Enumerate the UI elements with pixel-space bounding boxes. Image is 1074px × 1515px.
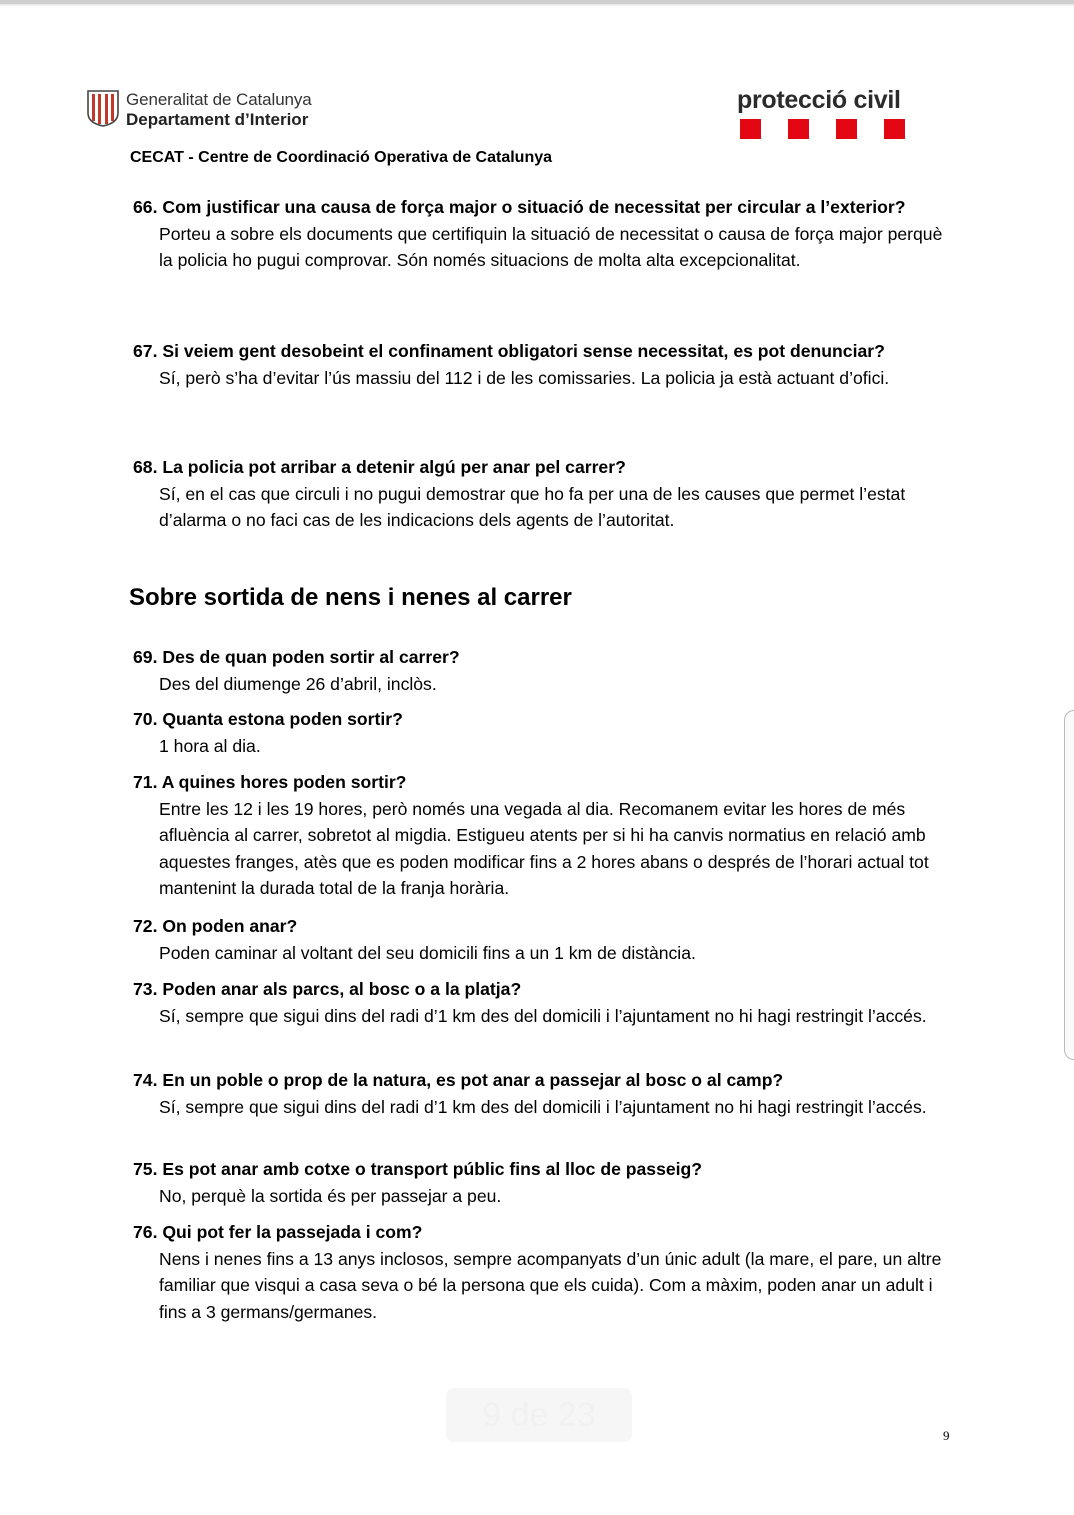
faq-question-text: Qui pot fer la passejada i com? bbox=[162, 1222, 423, 1242]
scrollbar-handle[interactable] bbox=[1064, 710, 1074, 1060]
red-square bbox=[836, 119, 857, 139]
faq-item bbox=[133, 454, 953, 534]
faq-question bbox=[133, 913, 953, 940]
faq-item bbox=[133, 706, 953, 759]
cecat-header: CECAT - Centre de Coordinació Operativa de Catalunya bbox=[130, 149, 553, 166]
faq-item bbox=[133, 194, 953, 274]
red-square bbox=[788, 119, 809, 139]
faq-question-text: Poden anar als parcs, al bosc o a la platja? bbox=[162, 979, 522, 999]
generalitat-emblem-icon bbox=[86, 89, 120, 127]
window-top-shadow bbox=[0, 4, 1074, 7]
faq-answer: Sí, en el cas que circuli i no pugui demostrar que ho fa per una de les causes que permet l’estat d’alarma o no faci cas de les indicacions dels agents de l’autoritat. bbox=[159, 483, 906, 530]
faq-question bbox=[133, 769, 953, 796]
faq-question bbox=[133, 1156, 953, 1183]
faq-item bbox=[133, 976, 953, 1029]
faq-item bbox=[133, 769, 953, 902]
faq-answer: No, perquè la sortida és per passejar a peu. bbox=[159, 1185, 502, 1206]
faq-number: 66. bbox=[133, 197, 158, 217]
page-number: 9 bbox=[943, 1428, 950, 1443]
faq-question-text: En un poble o prop de la natura, es pot anar a passejar al bosc o al camp? bbox=[162, 1070, 784, 1090]
proteccio-civil-squares-icon bbox=[740, 119, 905, 139]
faq-question bbox=[133, 706, 953, 733]
faq-question-text: A quines hores poden sortir? bbox=[161, 772, 407, 792]
red-square bbox=[884, 119, 905, 139]
faq-question-text: Es pot anar amb cotxe o transport públic fins al lloc de passeig? bbox=[162, 1159, 703, 1179]
faq-question bbox=[133, 194, 953, 221]
faq-question-text: Des de quan poden sortir al carrer? bbox=[162, 647, 460, 667]
faq-number: 69. bbox=[133, 647, 158, 667]
faq-answer: Sí, sempre que sigui dins del radi d’1 km des del domicili i l’ajuntament no hi hagi restringit l’accés. bbox=[159, 1005, 927, 1026]
faq-answer: Sí, sempre que sigui dins del radi d’1 km des del domicili i l’ajuntament no hi hagi restringit l’accés. bbox=[159, 1096, 927, 1117]
faq-number: 67. bbox=[133, 341, 158, 361]
faq-question-text: On poden anar? bbox=[162, 916, 298, 936]
faq-answer: Poden caminar al voltant del seu domicili fins a un 1 km de distància. bbox=[159, 942, 696, 963]
faq-number: 74. bbox=[133, 1070, 158, 1090]
generalitat-wordmark bbox=[126, 90, 312, 130]
faq-number: 68. bbox=[133, 457, 158, 477]
faq-question bbox=[133, 338, 953, 365]
generalitat-name: Generalitat de Catalunya bbox=[126, 90, 312, 109]
faq-answer: 1 hora al dia. bbox=[159, 735, 261, 756]
faq-question-text: La policia pot arribar a detenir algú per anar pel carrer? bbox=[162, 457, 626, 477]
faq-question bbox=[133, 1067, 953, 1094]
page-indicator: 9 de 23 bbox=[446, 1388, 632, 1442]
faq-number: 70. bbox=[133, 709, 158, 729]
faq-item bbox=[133, 1156, 953, 1209]
faq-question-text: Com justificar una causa de força major o situació de necessitat per circular a l’exterior? bbox=[162, 197, 906, 217]
section-title: Sobre sortida de nens i nenes al carrer bbox=[129, 584, 572, 611]
proteccio-civil-title: protecció civil bbox=[737, 86, 901, 114]
faq-number: 73. bbox=[133, 979, 158, 999]
faq-item bbox=[133, 913, 953, 966]
faq-item bbox=[133, 338, 953, 391]
faq-number: 75. bbox=[133, 1159, 158, 1179]
red-square bbox=[740, 119, 761, 139]
faq-answer: Des del diumenge 26 d’abril, inclòs. bbox=[159, 673, 437, 694]
department-name: Departament d’Interior bbox=[126, 110, 309, 129]
faq-number: 72. bbox=[133, 916, 158, 936]
faq-question bbox=[133, 976, 953, 1003]
faq-item bbox=[133, 1219, 953, 1325]
faq-item bbox=[133, 1067, 953, 1120]
faq-answer: Entre les 12 i les 19 hores, però només una vegada al dia. Recomanem evitar les hores de més afluència al carrer, sobretot al migdia. Estigueu atents per si hi ha canvis normatius en relació amb aquestes franges, atès que es poden modificar fins a 2 hores abans o després de l’horari actual tot mantenint la durada total de la franja horària. bbox=[159, 798, 929, 898]
faq-number: 71. bbox=[133, 772, 158, 792]
faq-question bbox=[133, 644, 953, 671]
faq-number: 76. bbox=[133, 1222, 158, 1242]
faq-question bbox=[133, 1219, 953, 1246]
faq-question-text: Quanta estona poden sortir? bbox=[162, 709, 403, 729]
faq-answer: Porteu a sobre els documents que certifiquin la situació de necessitat o causa de força major perquè la policia ho pugui comprovar. Són només situacions de molta alta excepcionalitat. bbox=[159, 223, 943, 270]
faq-item bbox=[133, 644, 953, 697]
faq-answer: Nens i nenes fins a 13 anys inclosos, sempre acompanyats d’un únic adult (la mare, el pare, un altre familiar que visqui a casa seva o bé la persona que els cuida). Com a màxim, poden anar un adult i fins a 3 germans/germanes. bbox=[159, 1248, 942, 1322]
faq-question bbox=[133, 454, 953, 481]
faq-question-text: Si veiem gent desobeint el confinament obligatori sense necessitat, es pot denunciar? bbox=[162, 341, 885, 361]
faq-answer: Sí, però s’ha d’evitar l’ús massiu del 112 i de les comissaries. La policia ja està actuant d’ofici. bbox=[159, 367, 890, 388]
